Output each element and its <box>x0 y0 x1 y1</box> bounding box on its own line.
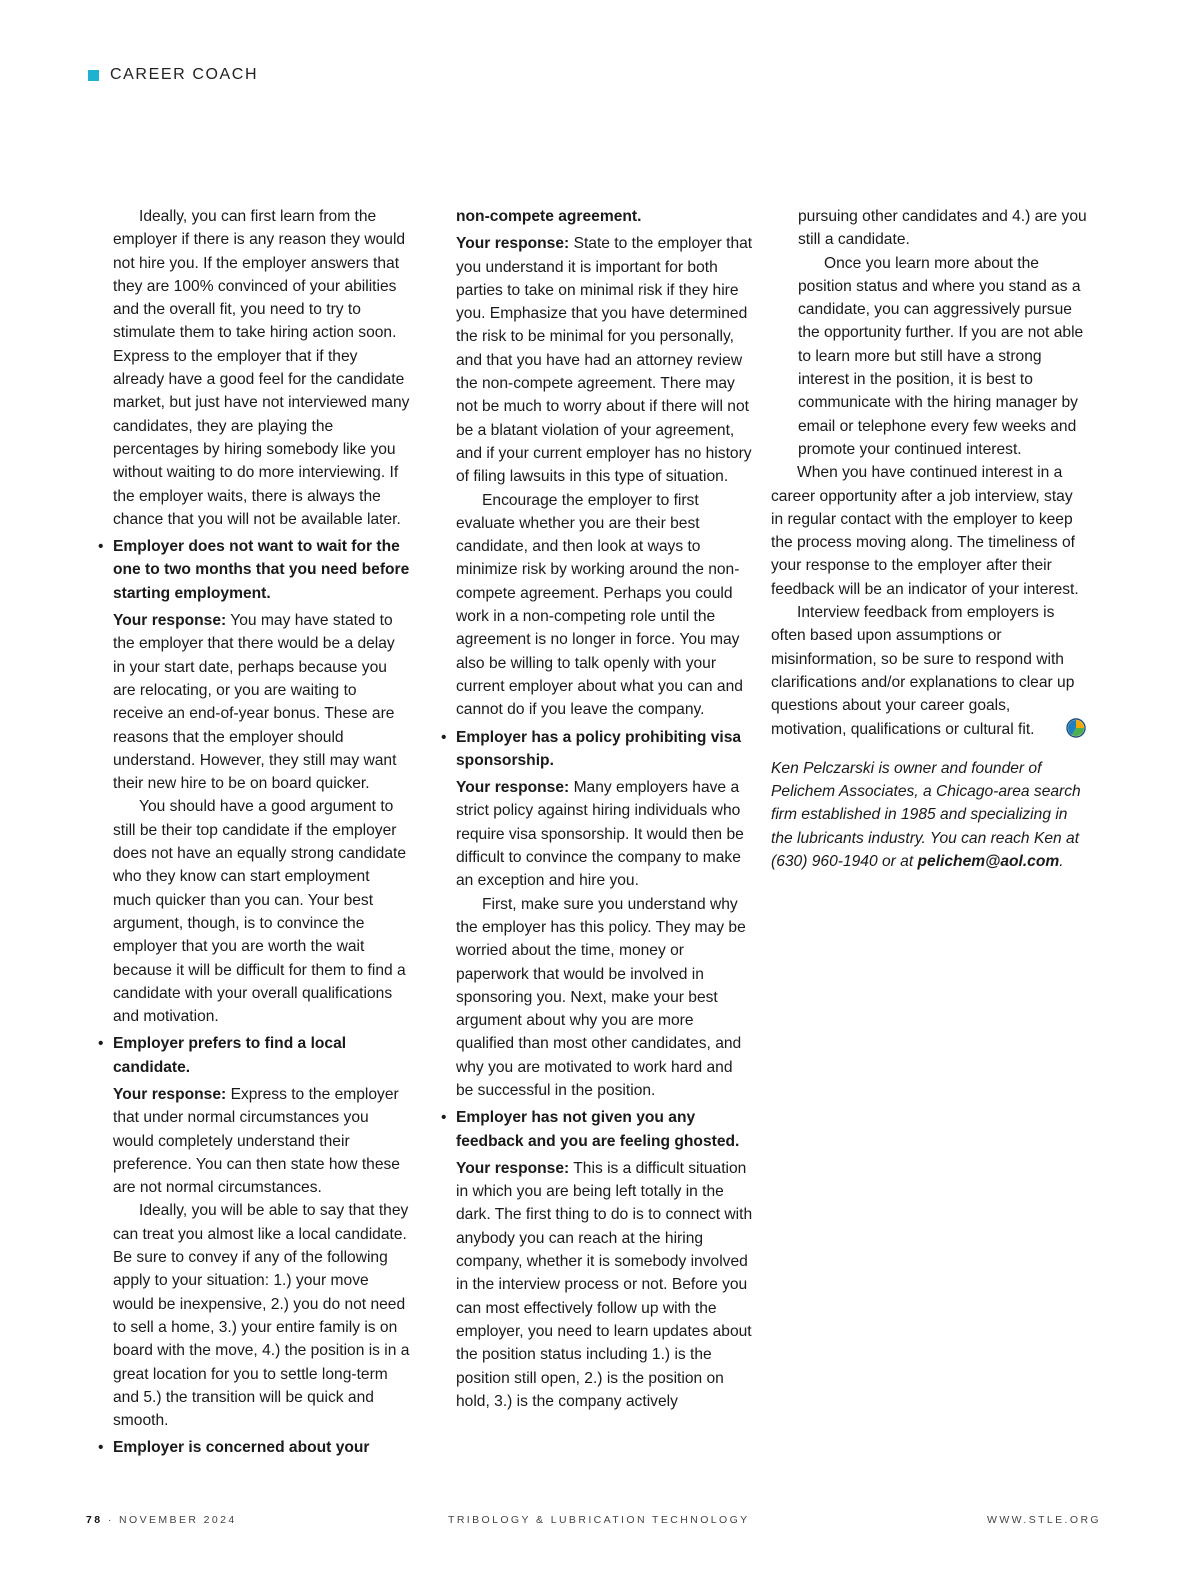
paragraph-text: Interview feedback from employers is often based upon assumptions or misinformation, so be sure to respond with clarifications and/or explanations to clear up questions about your career goals, motivation, qualifications or cultural fit. <box>771 604 1075 738</box>
column-1 <box>98 205 410 1460</box>
response-label: Your response: <box>456 1159 570 1177</box>
response-text: This is a difficult situation in which you are being left totally in the dark. The first thing to do is to connect with anybody you can reach at the hiring company, whether it is somebody involved in the interview process or not. Before you can most effectively follow up with the employer, you need to learn updates about the position status including 1.) is the position still open, 2.) is the position on hold, 3.) is the company actively <box>456 1159 753 1410</box>
section-title: CAREER COACH <box>110 66 259 83</box>
bullet-heading: • Employer has a policy prohibiting visa sponsorship. <box>441 726 753 773</box>
paragraph: Ideally, you can first learn from the employer if there is any reason they would not hire you. If the employer answers that they are 100% convinced of your abilities and the overall fit, you need to try to stimulate them to take hiring action soon. Express to the employer that if they already have a good feel for the candidate market, but just have not interviewed many candidates, they are playing the percentages by hiring somebody like you without waiting to do more interviewing. If the employer waits, there is always the chance that you will not be available later. <box>113 208 410 528</box>
paragraph: Encourage the employer to first evaluate whether you are their best candidate, and then look at ways to minimize risk by working around the non-compete agreement. Perhaps you could work in a non-competing role until the agreement is no longer in force. You may also be willing to talk openly with your current employer about what you can and cannot do if you leave the company. <box>456 491 743 719</box>
response-paragraph <box>98 1083 410 1199</box>
response-text: You may have stated to the employer that there would be a delay in your start date, perhaps because you are relocating, or you are waiting to receive an end-of-year bonus. These are reasons that the employer should understand. However, they still may want their new hire to be on board quicker. <box>113 612 397 793</box>
response-label: Your response: <box>456 235 570 253</box>
paragraph: Ideally, you will be able to say that they can treat you almost like a local candidate. Be sure to convey if any of the following apply to your situation: 1.) your move would be inexpensive, 2.) you do not need to sell a home, 3.) your entire family is on board with the move, 4.) the position is in a great location for you to settle long-term and 5.) the transition will be quick and smooth. <box>113 1202 410 1430</box>
bullet-heading: • Employer is concerned about your <box>98 1436 410 1459</box>
footer-separator: · <box>107 1514 114 1526</box>
response-text: Express to the employer that under normal circumstances you would completely understand their preference. You can then state how these are not normal circumstances. <box>113 1085 400 1197</box>
bullet-heading: • Employer has not given you any feedback and you are feeling ghosted. <box>441 1106 753 1153</box>
response-label: Your response: <box>113 1085 227 1103</box>
website-url[interactable]: WWW.STLE.ORG <box>987 1514 1101 1526</box>
response-paragraph <box>441 1157 753 1413</box>
paragraph: Once you learn more about the position status and where you stand as a candidate, you can aggressively pursue the opportunity further. If you are not able to learn more but still have a strong interest in the position, it is best to communicate with the hiring manager by email or telephone every few weeks and promote your continued interest. <box>798 254 1084 458</box>
stle-end-mark-icon <box>1040 718 1060 738</box>
author-email-link[interactable]: pelichem@aol.com <box>917 853 1060 871</box>
response-paragraph <box>441 232 753 488</box>
section-marker-square <box>88 70 99 81</box>
magazine-title: TRIBOLOGY & LUBRICATION TECHNOLOGY <box>448 1514 750 1526</box>
page-number: 78 <box>86 1514 103 1526</box>
footer-left <box>86 1514 237 1526</box>
author-bio <box>771 757 1089 873</box>
author-bio-end: . <box>1059 853 1064 871</box>
issue-date: NOVEMBER 2024 <box>119 1514 237 1526</box>
paragraph: You should have a good argument to still be their top candidate if the employer does not have an equally strong candidate who they know can start employment much quicker than you can. Your best argument, though, is to convince the employer that you are worth the wait because it will be difficult for them to find a candidate with your overall qualifications and motivation. <box>113 798 407 1026</box>
page-footer <box>0 1514 1200 1528</box>
bullet-heading: • Employer prefers to find a local candidate. <box>98 1032 410 1079</box>
paragraph-continued: pursuing other candidates and 4.) are you still a candidate. <box>798 208 1087 249</box>
response-label: Your response: <box>456 779 570 797</box>
author-bio-text: Ken Pelczarski is owner and founder of Pelichem Associates, a Chicago-area search firm established in 1985 and specializing in the lubricants industry. You can reach Ken at (630) 960-1940 or at <box>771 759 1081 871</box>
paragraph: When you have continued interest in a career opportunity after a job interview, stay in regular contact with the employer to keep the process moving along. The timeliness of your response to the employer after their feedback will be an indicator of your interest. <box>771 464 1079 598</box>
response-paragraph <box>98 609 410 795</box>
section-header <box>88 66 258 84</box>
bullet-heading-continued: non-compete agreement. <box>456 208 642 225</box>
response-text: State to the employer that you understand it is important for both parties to take on minimal risk if they hire you. Emphasize that you have determined the risk to be minimal for you personally, and that you have had an attorney review the non-compete agreement. There may not be much to worry about if there will not be a blatant violation of your agreement, and if your current employer has no history of filing lawsuits in this type of situation. <box>456 235 753 486</box>
paragraph <box>771 601 1089 741</box>
column-2 <box>441 205 753 1413</box>
column-3 <box>771 205 1089 873</box>
response-paragraph <box>441 776 753 892</box>
bullet-heading: • Employer does not want to wait for the one to two months that you need before starting employment. <box>98 535 410 605</box>
paragraph: First, make sure you understand why the employer has this policy. They may be worried about the time, money or paperwork that would be involved in sponsoring you. Next, make your best argument about why you are more qualified than most other candidates, and why you are motivated to work hard and be successful in the position. <box>456 895 746 1099</box>
response-text: Many employers have a strict policy against hiring individuals who require visa sponsorship. It would then be difficult to convince the company to make an exception and hire you. <box>456 779 744 890</box>
response-label: Your response: <box>113 612 227 630</box>
